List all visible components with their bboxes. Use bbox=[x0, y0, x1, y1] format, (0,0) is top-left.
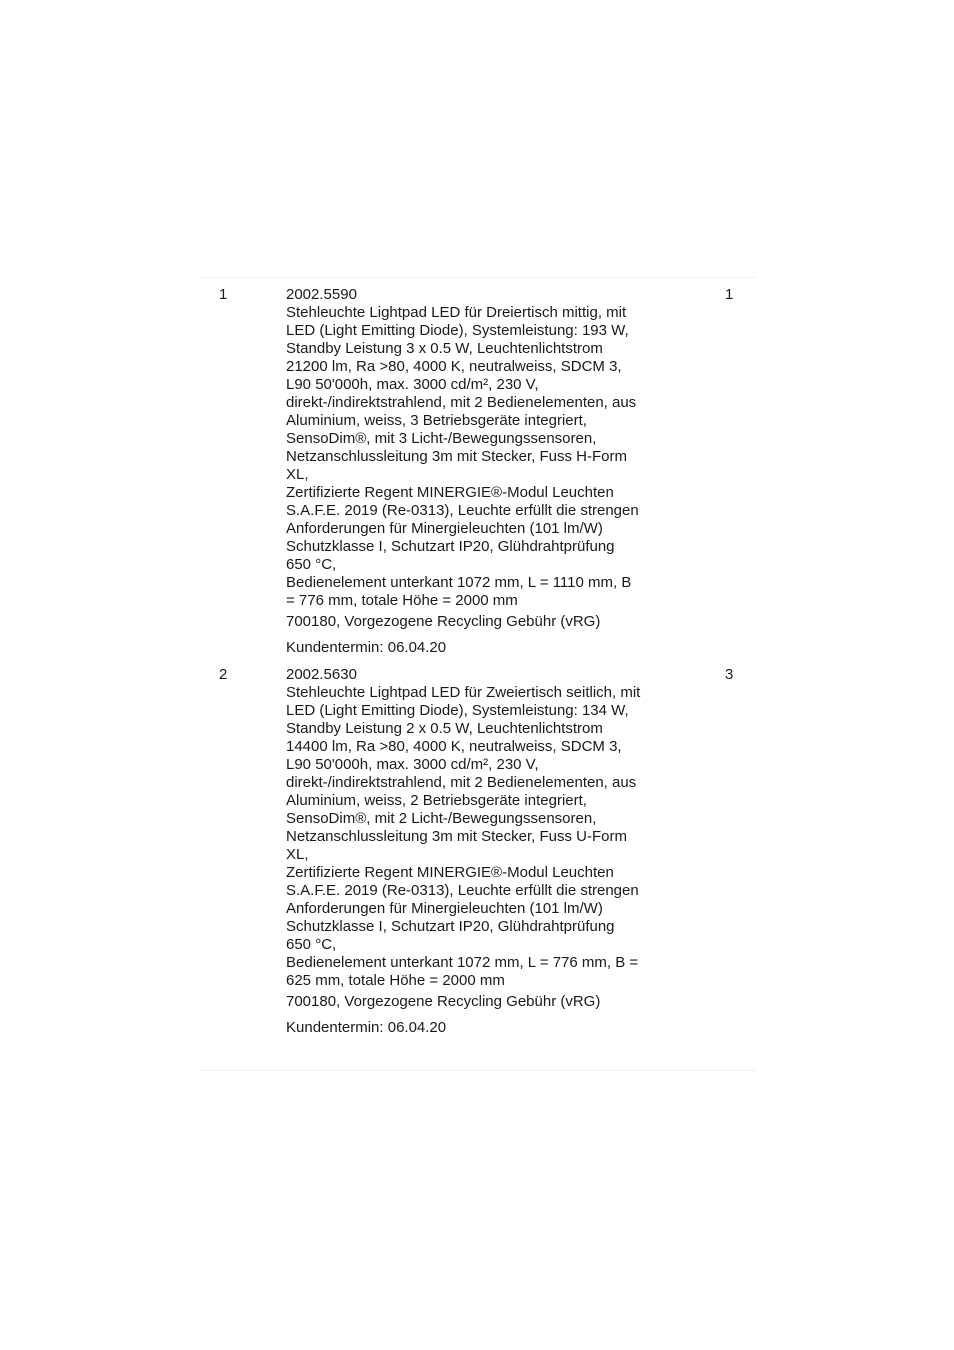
description-line: Stehleuchte Lightpad LED für Zweiertisch seitlich, mit bbox=[286, 684, 641, 701]
article-number: 2002.5630 bbox=[286, 666, 357, 683]
recycling-fee-line: 700180, Vorgezogene Recycling Gebühr (vRG) bbox=[286, 613, 601, 630]
article-number: 2002.5590 bbox=[286, 286, 357, 303]
description-line: L90 50'000h, max. 3000 cd/m², 230 V, bbox=[286, 376, 539, 393]
item-position: 2 bbox=[219, 666, 228, 683]
description-line: SensoDim®, mit 3 Licht-/Bewegungssensoren, bbox=[286, 430, 597, 447]
description-line: direkt-/indirektstrahlend, mit 2 Bedienelementen, aus bbox=[286, 394, 637, 411]
description-line: 625 mm, totale Höhe = 2000 mm bbox=[286, 972, 505, 989]
description-line: Anforderungen für Minergieleuchten (101 lm/W) bbox=[286, 520, 603, 537]
item-quantity: 1 bbox=[725, 286, 734, 303]
description-line: Aluminium, weiss, 3 Betriebsgeräte integriert, bbox=[286, 412, 587, 429]
item-position: 1 bbox=[219, 286, 228, 303]
description-line: Anforderungen für Minergieleuchten (101 lm/W) bbox=[286, 900, 603, 917]
customer-date: Kundentermin: 06.04.20 bbox=[286, 639, 447, 656]
customer-date: Kundentermin: 06.04.20 bbox=[286, 1019, 447, 1036]
description-line: 650 °C, bbox=[286, 936, 337, 953]
description-line: Aluminium, weiss, 2 Betriebsgeräte integriert, bbox=[286, 792, 587, 809]
description-line: Schutzklasse I, Schutzart IP20, Glühdrahtprüfung bbox=[286, 918, 615, 935]
description-line: = 776 mm, totale Höhe = 2000 mm bbox=[286, 592, 518, 609]
description-line: S.A.F.E. 2019 (Re-0313), Leuchte erfüllt die strengen bbox=[286, 882, 639, 899]
description-line: 21200 lm, Ra >80, 4000 K, neutralweiss, SDCM 3, bbox=[286, 358, 622, 375]
description-line: Bedienelement unterkant 1072 mm, L = 776 mm, B = bbox=[286, 954, 639, 971]
item-description bbox=[286, 286, 686, 657]
description-line: Schutzklasse I, Schutzart IP20, Glühdrahtprüfung bbox=[286, 538, 615, 555]
page-frame-bottom bbox=[200, 1070, 755, 1071]
recycling-fee-line: 700180, Vorgezogene Recycling Gebühr (vRG) bbox=[286, 993, 601, 1010]
description-line: Zertifizierte Regent MINERGIE®-Modul Leuchten bbox=[286, 864, 614, 881]
description-line: XL, bbox=[286, 846, 309, 863]
item-description bbox=[286, 666, 686, 1037]
description-line: Bedienelement unterkant 1072 mm, L = 1110 mm, B bbox=[286, 574, 632, 591]
description-line: XL, bbox=[286, 466, 309, 483]
description-line: Standby Leistung 3 x 0.5 W, Leuchtenlichtstrom bbox=[286, 340, 603, 357]
description-line: L90 50'000h, max. 3000 cd/m², 230 V, bbox=[286, 756, 539, 773]
page-frame-top bbox=[200, 277, 755, 278]
description-line: Stehleuchte Lightpad LED für Dreiertisch mittig, mit bbox=[286, 304, 627, 321]
description-line: direkt-/indirektstrahlend, mit 2 Bedienelementen, aus bbox=[286, 774, 637, 791]
description-line: Zertifizierte Regent MINERGIE®-Modul Leuchten bbox=[286, 484, 614, 501]
description-line: S.A.F.E. 2019 (Re-0313), Leuchte erfüllt die strengen bbox=[286, 502, 639, 519]
description-line: LED (Light Emitting Diode), Systemleistung: 134 W, bbox=[286, 702, 629, 719]
description-line: LED (Light Emitting Diode), Systemleistung: 193 W, bbox=[286, 322, 629, 339]
description-line: 650 °C, bbox=[286, 556, 337, 573]
description-line: SensoDim®, mit 2 Licht-/Bewegungssensoren, bbox=[286, 810, 597, 827]
description-line: 14400 lm, Ra >80, 4000 K, neutralweiss, SDCM 3, bbox=[286, 738, 622, 755]
description-line: Standby Leistung 2 x 0.5 W, Leuchtenlichtstrom bbox=[286, 720, 603, 737]
description-line: Netzanschlussleitung 3m mit Stecker, Fuss H-Form bbox=[286, 448, 627, 465]
description-line: Netzanschlussleitung 3m mit Stecker, Fuss U-Form bbox=[286, 828, 627, 845]
item-quantity: 3 bbox=[725, 666, 734, 683]
